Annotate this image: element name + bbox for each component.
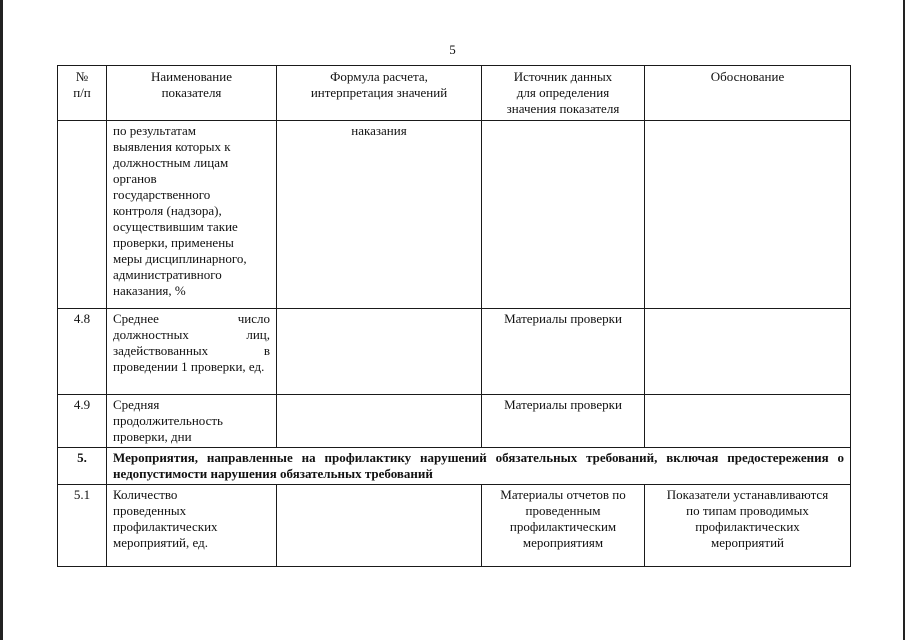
row-num [58, 121, 107, 309]
row-num: 4.9 [58, 395, 107, 448]
table-row [58, 121, 851, 309]
section-row [58, 448, 851, 485]
header-source: Источник данных для определения значения показателя [482, 66, 645, 121]
row-source: Материалы проверки [482, 309, 645, 395]
row-formula [277, 309, 482, 395]
row-formula [277, 395, 482, 448]
row-formula: наказания [277, 121, 482, 309]
row-basis: Показатели устанавливаются по типам проводимых профилактических мероприятий [645, 485, 851, 567]
row-name: Среднее число должностных лиц, задействованных в проведении 1 проверки, ед. [107, 309, 277, 395]
section-num: 5. [58, 448, 107, 485]
row-num: 5.1 [58, 485, 107, 567]
row-name: Количество проведенных профилактических мероприятий, ед. [107, 485, 277, 567]
section-title: Мероприятия, направленные на профилактику нарушений обязательных требований, включая предостережения о недопустимости нарушения обязательных требований [107, 448, 851, 485]
header-num: № п/п [58, 66, 107, 121]
row-name: по результатам выявления которых к должностным лицам органов государственного контроля (надзора), осуществившим такие проверки, применены меры дисциплинарного, административного наказания, % [107, 121, 277, 309]
row-source: Материалы проверки [482, 395, 645, 448]
header-name: Наименование показателя [107, 66, 277, 121]
row-source [482, 121, 645, 309]
row-name: Средняя продолжительность проверки, дни [107, 395, 277, 448]
header-basis: Обоснование [645, 66, 851, 121]
row-basis [645, 309, 851, 395]
table-row [58, 485, 851, 567]
table-row [58, 395, 851, 448]
page-number: 5 [449, 42, 456, 57]
indicators-table [57, 65, 851, 567]
row-basis [645, 395, 851, 448]
row-formula [277, 485, 482, 567]
scan-border-left [0, 0, 3, 640]
row-num: 4.8 [58, 309, 107, 395]
table-row [58, 309, 851, 395]
table-header-row [58, 66, 851, 121]
row-basis [645, 121, 851, 309]
header-formula: Формула расчета, интерпретация значений [277, 66, 482, 121]
row-source: Материалы отчетов по проведенным профилактическим мероприятиям [482, 485, 645, 567]
